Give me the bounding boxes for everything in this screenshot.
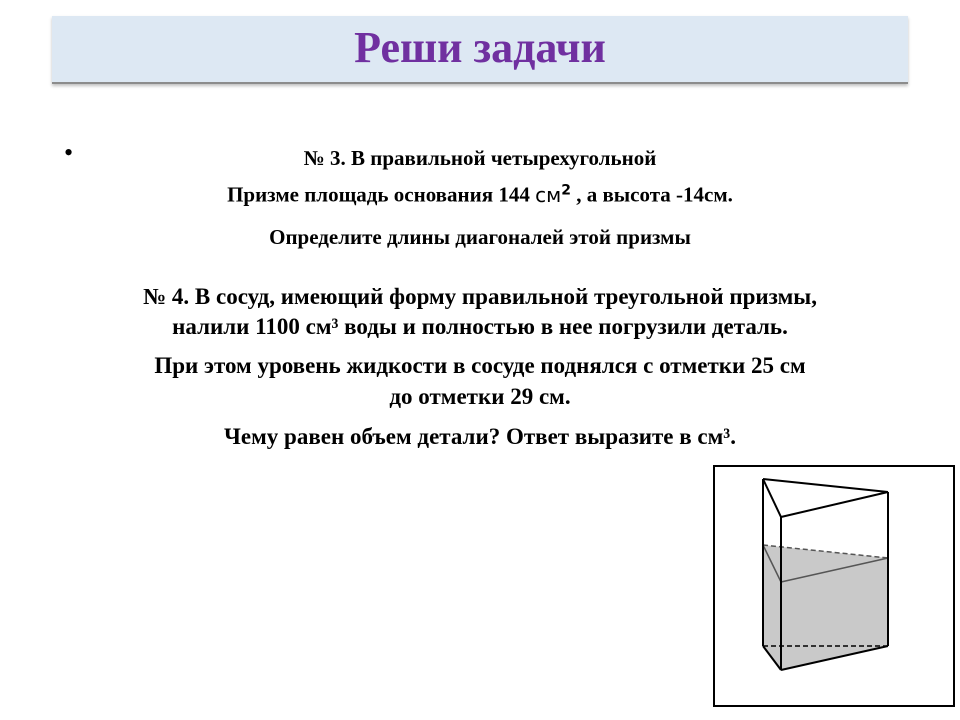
bullet-marker: • <box>64 138 74 167</box>
problem4-line1: № 4. В сосуд, имеющий форму правильной треугольной призмы, <box>143 284 817 309</box>
problem4-line4: до отметки 29 см. <box>389 384 571 409</box>
problem4-line2: налили 1100 см³ воды и полностью в нее погрузили деталь. <box>172 314 788 339</box>
problem3-line3: Определите длины диагоналей этой призмы <box>269 225 691 249</box>
prism-figure <box>713 465 955 707</box>
problem4-line5: Чему равен объем детали? Ответ выразите в см³. <box>224 424 736 449</box>
area-unit-text: см <box>535 182 562 207</box>
problem3-line2-start: Призме площадь основания 144 <box>227 182 536 207</box>
prism-drawing <box>713 465 955 707</box>
slide-title: Реши задачи <box>354 23 606 72</box>
area-unit <box>535 183 571 207</box>
problem3-line2-end: , а высота -14см. <box>570 182 733 207</box>
problem3-line2 <box>0 182 960 208</box>
problem3-line1: № 3. В правильной четырехугольной <box>303 146 657 170</box>
problem4-line3: При этом уровень жидкости в сосуде поднялся с отметки 25 см <box>154 353 806 378</box>
area-unit-exponent: 2 <box>561 182 571 198</box>
title-banner <box>52 16 908 84</box>
